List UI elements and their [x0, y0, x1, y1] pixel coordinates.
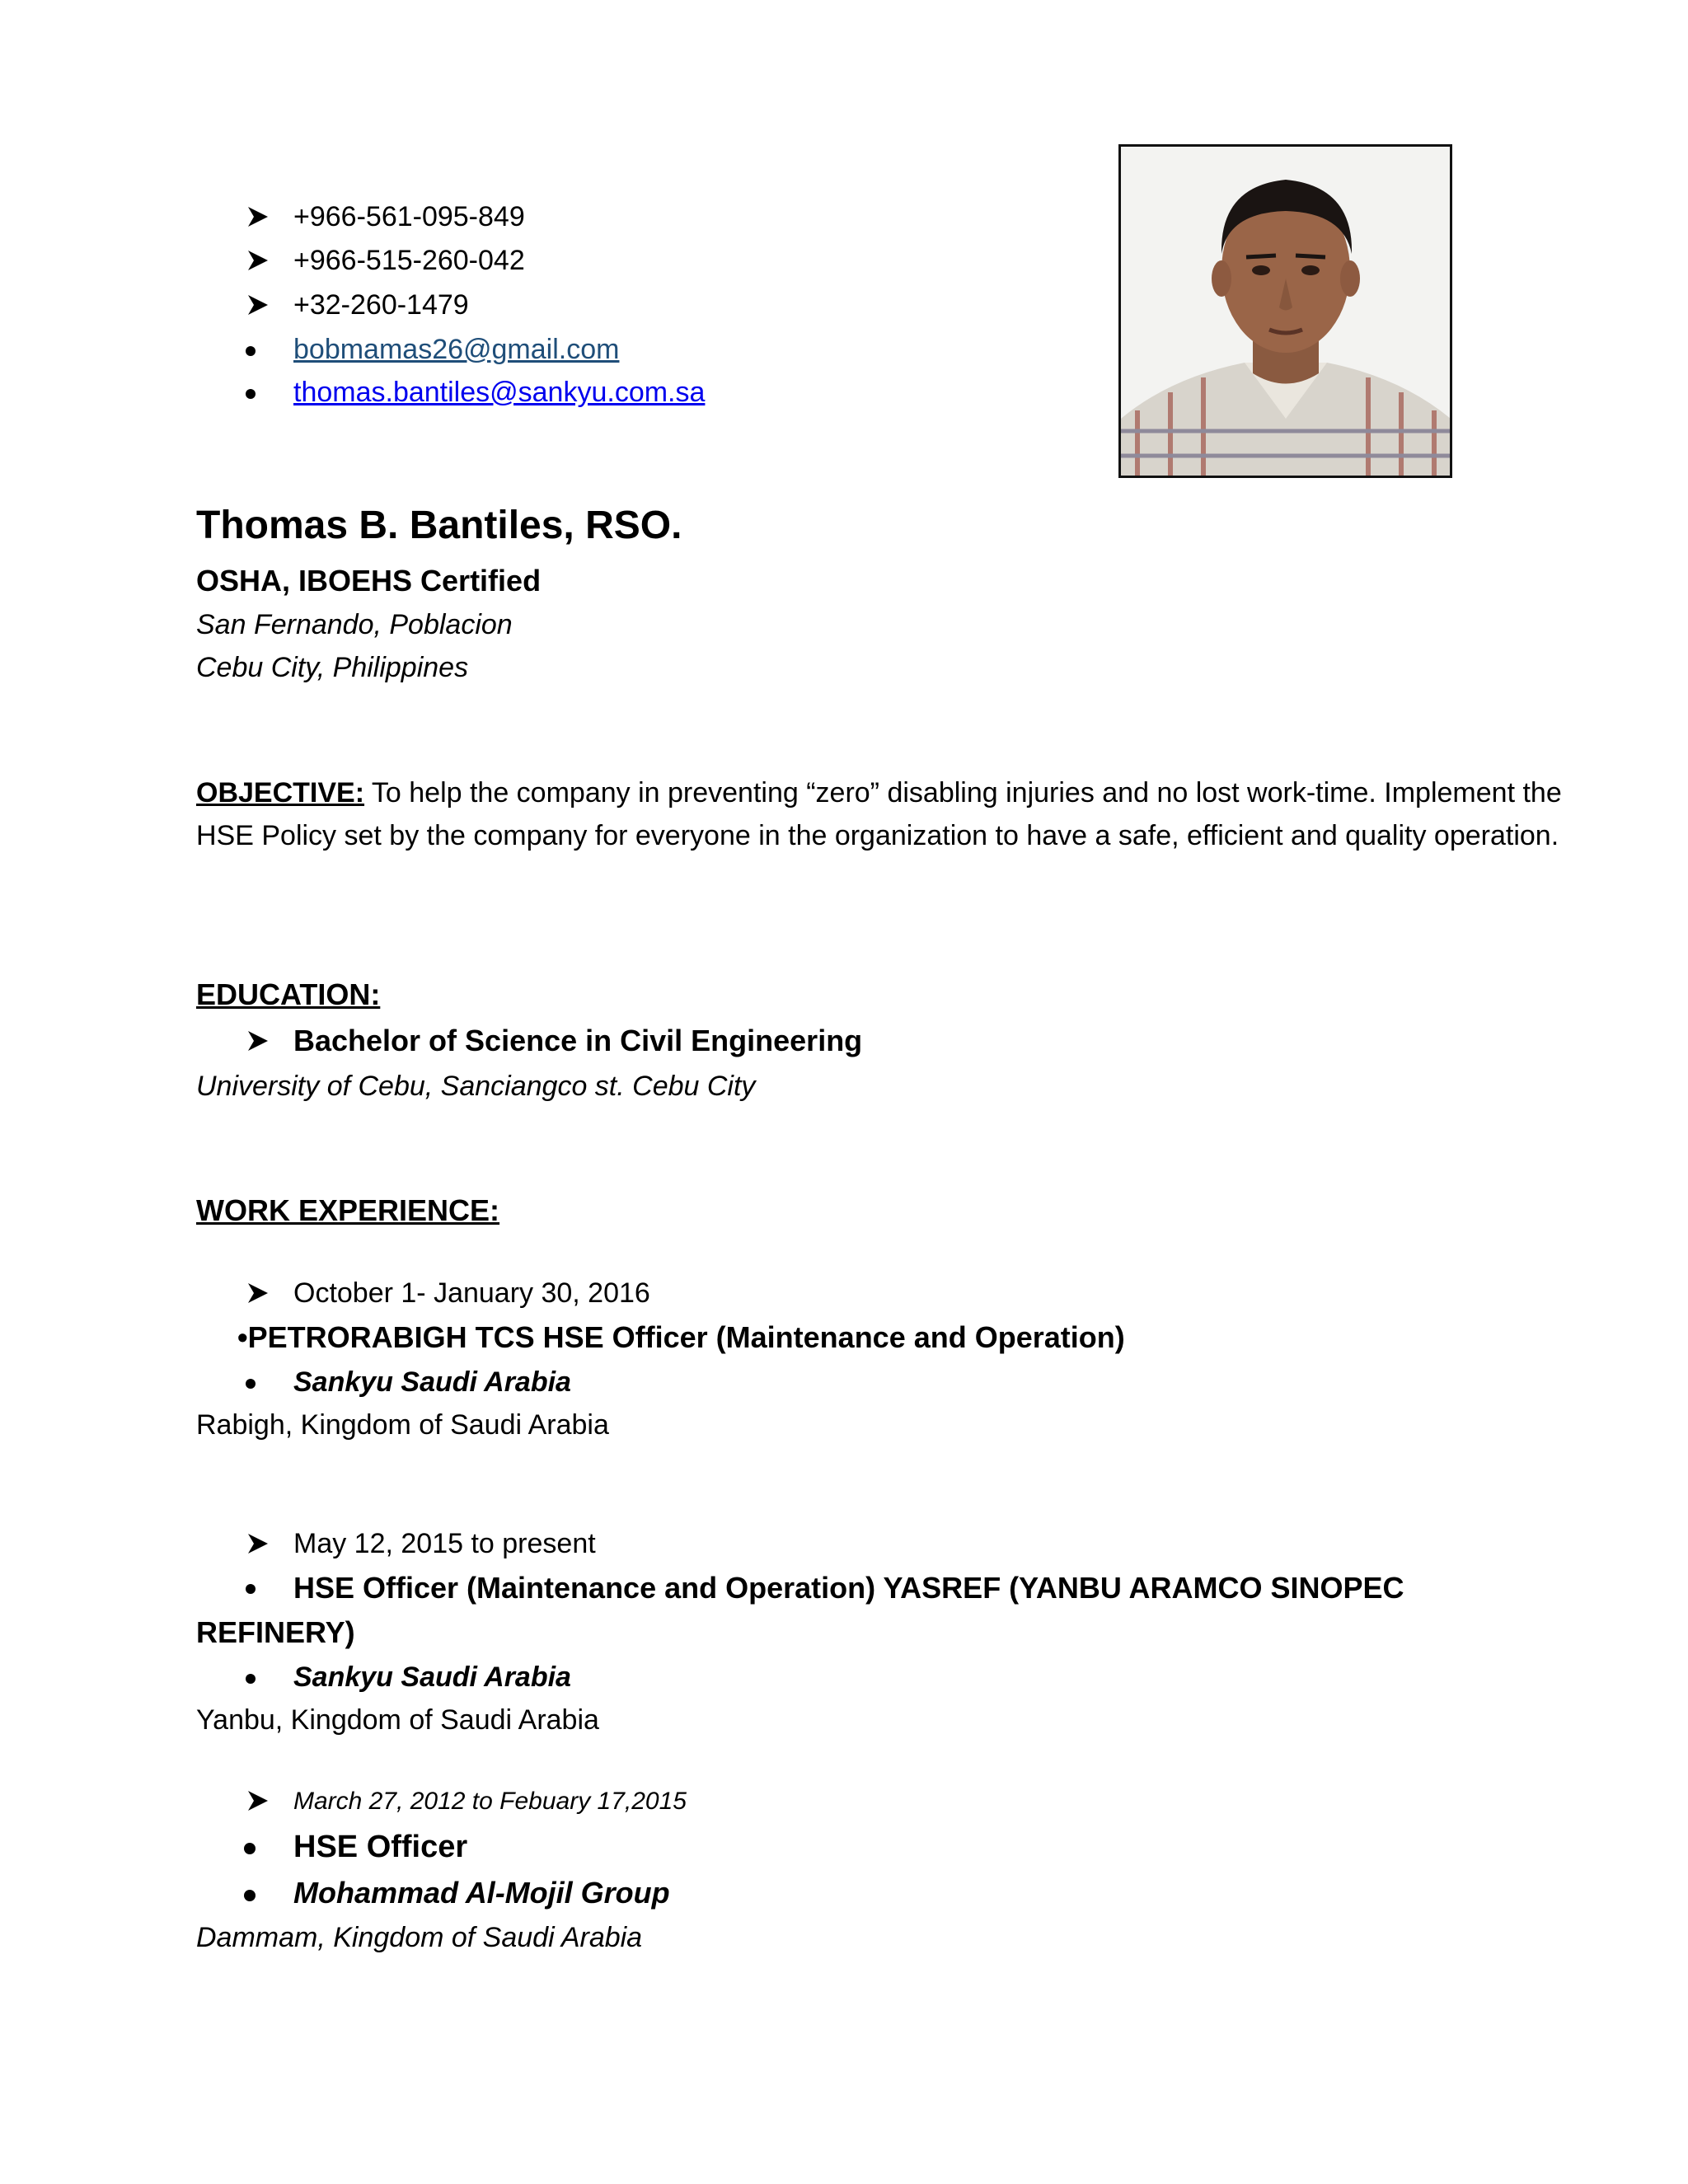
address-line-2: Cebu City, Philippines — [196, 652, 469, 683]
job-2-title-line-2: REFINERY) — [196, 1615, 355, 1649]
work-experience-heading: WORK EXPERIENCE: — [196, 1193, 500, 1227]
arrow-bullet-icon — [247, 1790, 269, 1811]
objective-text-1: To help the company in preventing “zero” disabling injuries and no lost work-time. Implement the — [371, 777, 1562, 808]
email-link-sankyu[interactable]: thomas.bantiles@sankyu.com.sa — [293, 377, 706, 408]
education-heading: EDUCATION: — [196, 977, 381, 1011]
job-3-date: March 27, 2012 to Febuary 17,2015 — [293, 1788, 687, 1815]
job-3-company: Mohammad Al-Mojil Group — [293, 1876, 670, 1910]
address-line-1: San Fernando, Poblacion — [196, 609, 513, 640]
job-1-company: Sankyu Saudi Arabia — [293, 1366, 571, 1398]
candidate-name: Thomas B. Bantiles, RSO. — [196, 504, 682, 547]
objective-line-2: HSE Policy set by the company for everyone in the organization to have a safe, efficient and quality operation. — [196, 820, 1559, 851]
arrow-bullet-icon — [247, 1282, 269, 1304]
job-2-company: Sankyu Saudi Arabia — [293, 1661, 571, 1693]
bullet-dot-icon — [246, 389, 256, 399]
phone-number-2: +966-515-260-042 — [293, 245, 525, 276]
email-link-gmail[interactable]: bobmamas26@gmail.com — [293, 334, 620, 365]
bullet-dot-icon — [246, 1674, 256, 1684]
arrow-bullet-icon — [247, 294, 269, 316]
phone-number-3: +32-260-1479 — [293, 289, 469, 321]
job-3-title: HSE Officer — [293, 1830, 468, 1864]
profile-photo — [1118, 144, 1452, 478]
job-2-location: Yanbu, Kingdom of Saudi Arabia — [196, 1704, 599, 1736]
objective-label: OBJECTIVE: — [196, 777, 365, 808]
certification-line: OSHA, IBOEHS Certified — [196, 564, 542, 598]
arrow-bullet-icon — [247, 206, 269, 227]
job-1-title: •PETRORABIGH TCS HSE Officer (Maintenance and Operation) — [237, 1320, 1125, 1354]
bullet-dot-icon — [246, 346, 256, 356]
arrow-bullet-icon — [247, 1533, 269, 1554]
person-portrait-icon — [1121, 147, 1451, 476]
job-3-location: Dammam, Kingdom of Saudi Arabia — [196, 1922, 643, 1953]
phone-number-1: +966-561-095-849 — [293, 201, 525, 232]
objective-line-1 — [196, 776, 1562, 809]
job-2-title-line-1: HSE Officer (Maintenance and Operation) YASREF (YANBU ARAMCO SINOPEC — [293, 1571, 1404, 1605]
job-1-location: Rabigh, Kingdom of Saudi Arabia — [196, 1409, 609, 1441]
job-1-date: October 1- January 30, 2016 — [293, 1277, 650, 1309]
bullet-dot-icon — [244, 1890, 256, 1901]
job-2-date: May 12, 2015 to present — [293, 1528, 596, 1559]
bullet-dot-icon — [244, 1843, 256, 1854]
degree-title: Bachelor of Science in Civil Engineering — [293, 1024, 863, 1057]
school-name: University of Cebu, Sanciangco st. Cebu City — [196, 1071, 756, 1102]
bullet-dot-icon — [246, 1379, 256, 1389]
bullet-dot-icon — [246, 1584, 256, 1594]
arrow-bullet-icon — [247, 1030, 269, 1052]
arrow-bullet-icon — [247, 250, 269, 271]
